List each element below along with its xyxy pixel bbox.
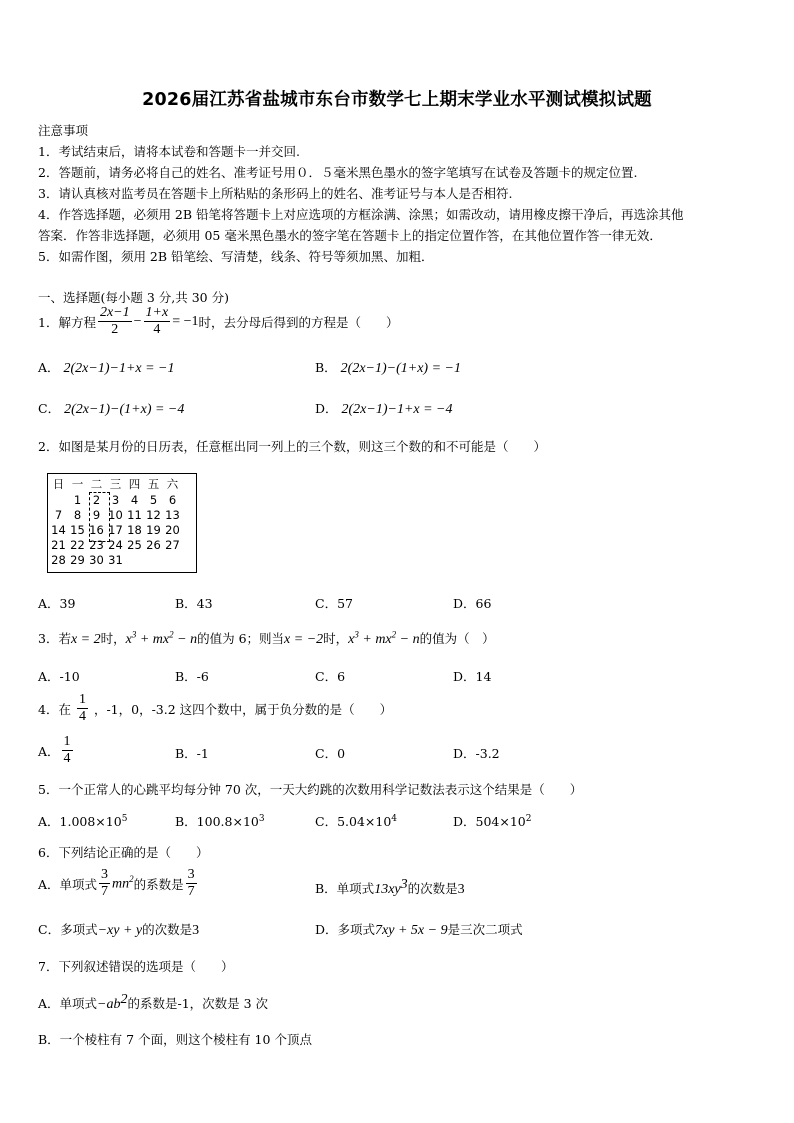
calendar-cell: 21 xyxy=(51,537,66,552)
option-text: A．1.008×10 xyxy=(38,814,122,829)
calendar-cell: 15 xyxy=(70,522,85,537)
frac-denominator: 4 xyxy=(63,751,71,766)
calendar-cell: 9 xyxy=(92,507,101,522)
q1-suffix: 时，去分母后得到的方程是（ ） xyxy=(198,314,399,330)
calendar-cell xyxy=(163,552,182,567)
q6-fraction: $\frac{3}{7}$ xyxy=(101,867,109,899)
option-text: A．单项式 xyxy=(38,876,98,892)
calendar-cell: 8 xyxy=(73,507,82,522)
note-item: 3．请认真核对监考员在答题卡上所粘贴的条形码上的姓名、准考证号与本人是否相符. xyxy=(38,186,513,201)
note-item: 1．考试结束后，请将本试卷和答题卡一并交回. xyxy=(38,144,300,159)
q1-option-d[interactable] xyxy=(315,399,453,418)
q4-option-d[interactable]: D．-3.2 xyxy=(453,746,500,761)
frac-denominator: 4 xyxy=(78,709,86,724)
option-text: D．多项式 xyxy=(315,922,376,937)
q3-math: x = −2 xyxy=(284,632,324,647)
option-text: 的次数是 xyxy=(407,881,458,897)
calendar-table xyxy=(49,476,182,567)
calendar-cell xyxy=(125,552,144,567)
q3-text: 时， xyxy=(100,631,126,646)
q1-fraction-1 xyxy=(98,305,132,338)
option-text: 的系数是-1，次数是 3 次 xyxy=(127,996,269,1012)
option-text: A．单项式 xyxy=(38,996,98,1012)
calendar-row xyxy=(49,492,182,507)
q4-option-b[interactable]: B．-1 xyxy=(175,746,209,761)
calendar-cell: 12 xyxy=(146,507,161,522)
q4-fraction xyxy=(77,692,88,725)
q4-option-a-fraction xyxy=(62,734,73,767)
q1-prefix: 1．解方程 xyxy=(38,314,96,330)
calendar-cell: 26 xyxy=(146,537,161,552)
option-letter: B． xyxy=(315,360,337,375)
option-text: B．100.8×10 xyxy=(175,814,259,829)
q4-option-a[interactable] xyxy=(38,734,75,767)
calendar-cell: 3 xyxy=(111,492,120,507)
calendar-cell: 25 xyxy=(127,537,142,552)
frac-numerator: 1 xyxy=(63,734,71,749)
option-math: 3 xyxy=(457,882,465,898)
q3-option-b[interactable]: B．-6 xyxy=(175,669,209,684)
exponent: 2 xyxy=(525,813,532,824)
calendar-cell: 2 xyxy=(92,492,101,507)
calendar-cell: 17 xyxy=(108,522,123,537)
question-7-stem: 7．下列叙述错误的选项是（ ） xyxy=(38,959,234,974)
q7-option-b[interactable]: B．一个棱柱有 7 个面，则这个棱柱有 10 个顶点 xyxy=(38,1032,312,1047)
q3-option-d[interactable]: D．14 xyxy=(453,669,492,684)
q5-option-d[interactable] xyxy=(453,812,532,830)
calendar-cell xyxy=(144,552,163,567)
option-letter: A． xyxy=(38,743,60,759)
calendar-cell: 31 xyxy=(108,552,123,567)
q4-option-c[interactable]: C．0 xyxy=(315,746,346,761)
calendar-cell: 27 xyxy=(165,537,180,552)
q2-option-d[interactable]: D．66 xyxy=(453,596,492,611)
option-letter: D． xyxy=(315,401,338,416)
note-item: 5．如需作图，须用 2B 铅笔绘、写清楚，线条、符号等须加黑、加粗． xyxy=(38,249,434,264)
calendar-cell: 22 xyxy=(70,537,85,552)
calendar-cell: 28 xyxy=(51,552,66,567)
calendar-cell: 13 xyxy=(165,507,180,522)
q1-option-a[interactable] xyxy=(38,358,175,377)
option-text: D．504×10 xyxy=(453,814,526,829)
q3-option-c[interactable]: C．6 xyxy=(315,669,346,684)
q3-math: x = 2 xyxy=(70,632,101,647)
q3-polynomial: $x^3 + mx^2 - n$ xyxy=(125,629,198,647)
exponent: 4 xyxy=(391,813,398,824)
option-math: 13xy xyxy=(374,882,401,898)
calendar-cell: 一 xyxy=(71,477,84,491)
calendar-selection-box xyxy=(89,492,110,542)
q4-text: ，-1，0，-3.2 这四个数中，属于负分数的是（ ） xyxy=(93,701,393,717)
calendar-cell: 6 xyxy=(168,492,177,507)
option-letter: C． xyxy=(38,401,61,416)
q1-rhs: = −1 xyxy=(172,313,199,329)
frac-numerator: 1 xyxy=(78,692,86,707)
question-1-stem xyxy=(38,305,399,338)
frac-numerator: 2x−1 xyxy=(99,305,130,320)
calendar-cell: 29 xyxy=(70,552,85,567)
calendar-cell: 20 xyxy=(165,522,180,537)
page-title: 2026届江苏省盐城市东台市数学七上期末学业水平测试模拟试题 xyxy=(142,90,652,110)
calendar-cell xyxy=(49,492,68,507)
calendar-cell: 1 xyxy=(73,492,82,507)
section-heading: 一、选择题(每小题 3 分,共 30 分) xyxy=(38,290,229,305)
q5-option-a[interactable] xyxy=(38,812,127,830)
q4-text: 4．在 xyxy=(38,701,71,717)
q5-option-b[interactable] xyxy=(175,812,265,830)
option-math: −xy + y xyxy=(97,923,143,938)
q5-option-c[interactable] xyxy=(315,812,397,830)
q3-text: 时， xyxy=(323,631,349,646)
calendar-cell: 4 xyxy=(130,492,139,507)
q6-fraction: $\frac{3}{7}$ xyxy=(187,867,195,899)
q3-text: 3．若 xyxy=(38,631,71,646)
option-letter: A． xyxy=(38,360,60,375)
calendar-row xyxy=(49,537,182,552)
q6-monomial: $mn^2$ xyxy=(112,874,134,892)
q2-option-a[interactable]: A．39 xyxy=(38,596,76,611)
option-math: 2(2x−1)−1+x = −1 xyxy=(63,361,175,376)
option-text: 的次数是 xyxy=(142,922,193,937)
calendar-row xyxy=(49,552,182,567)
q2-option-c[interactable]: C．57 xyxy=(315,596,353,611)
calendar-cell: 18 xyxy=(127,522,142,537)
calendar-cell: 5 xyxy=(149,492,158,507)
option-math: 7xy + 5x − 9 xyxy=(375,923,448,938)
q3-option-a[interactable]: A．-10 xyxy=(38,669,80,684)
calendar-cell: 23 xyxy=(89,537,104,552)
calendar-cell: 14 xyxy=(51,522,66,537)
calendar-header-row xyxy=(49,476,182,492)
q1-fraction-2 xyxy=(144,305,171,338)
exponent: 3 xyxy=(400,877,408,892)
q1-option-b[interactable] xyxy=(315,358,461,377)
calendar-cell: 10 xyxy=(108,507,123,522)
option-math: 2(2x−1)−(1+x) = −4 xyxy=(64,402,185,417)
q3-text: 的值为（ ） xyxy=(419,631,495,646)
option-math: 2(2x−1)−1+x = −4 xyxy=(341,402,453,417)
option-math: −ab xyxy=(97,997,121,1013)
q6-option-c[interactable] xyxy=(38,920,199,939)
calendar-row xyxy=(49,522,182,537)
option-math: 3 xyxy=(192,923,200,938)
calendar-cell: 7 xyxy=(54,507,63,522)
calendar-cell: 11 xyxy=(127,507,142,522)
calendar-cell: 二 xyxy=(90,477,103,491)
calendar-cell: 五 xyxy=(147,477,160,491)
exponent: 5 xyxy=(121,813,128,824)
q1-minus: − xyxy=(133,313,142,329)
calendar-row xyxy=(49,507,182,522)
calendar-cell: 三 xyxy=(109,477,122,491)
note-item: 答案．作答非选择题，必须用 05 毫米黑色墨水的签字笔在答题卡上的指定位置作答，在其他位置作答一律无效． xyxy=(38,228,662,243)
exponent: 3 xyxy=(258,813,265,824)
calendar-cell: 16 xyxy=(89,522,104,537)
note-item: 2．答题前，请务必将自己的姓名、准考证号用０．５毫米黑色墨水的签字笔填写在试卷及答题卡的规定位置. xyxy=(38,165,638,180)
q6-option-d[interactable] xyxy=(315,920,523,939)
question-6-stem: 6．下列结论正确的是（ ） xyxy=(38,845,209,860)
option-text: C．5.04×10 xyxy=(315,814,392,829)
calendar-cell: 19 xyxy=(146,522,161,537)
calendar-cell: 四 xyxy=(128,477,141,491)
option-math: 2(2x−1)−(1+x) = −1 xyxy=(340,361,461,376)
notes-heading: 注意事项 xyxy=(38,123,89,138)
q6-option-a[interactable] xyxy=(38,867,199,900)
calendar-cell: 六 xyxy=(166,477,179,491)
q7-option-a[interactable] xyxy=(38,992,268,1013)
calendar-cell: 30 xyxy=(89,552,104,567)
note-item: 4．作答选择题，必须用 2B 铅笔将答题卡上对应选项的方框涂满、涂黑；如需改动，请用橡皮擦干净后，再选涂其他 xyxy=(38,207,684,222)
exponent: 2 xyxy=(120,992,128,1007)
frac-denominator: 2 xyxy=(111,322,119,337)
q3-polynomial: $x^3 + mx^2 - n$ xyxy=(348,629,420,647)
question-2-stem: 2．如图是某月份的日历表，任意框出同一列上的三个数，则这三个数的和不可能是（ ） xyxy=(38,439,546,454)
option-text: C．多项式 xyxy=(38,922,98,937)
question-4-stem xyxy=(38,692,392,725)
frac-denominator: 4 xyxy=(153,322,161,337)
option-text: 是三次二项式 xyxy=(447,922,523,937)
question-3-stem xyxy=(38,629,495,648)
frac-numerator: 1+x xyxy=(145,305,169,320)
q3-text: 的值为 6；则当 xyxy=(197,631,285,646)
q6-option-b[interactable] xyxy=(315,877,465,898)
option-text: B．单项式 xyxy=(315,881,375,897)
question-5-stem: 5．一个正常人的心跳平均每分钟 70 次，一天大约跳的次数用科学记数法表示这个结果是（ ） xyxy=(38,782,583,797)
q2-option-b[interactable]: B．43 xyxy=(175,596,213,611)
option-text: 的系数是 xyxy=(133,876,184,892)
q1-option-c[interactable] xyxy=(38,399,184,418)
calendar-cell: 日 xyxy=(52,477,65,491)
calendar-cell: 24 xyxy=(108,537,123,552)
